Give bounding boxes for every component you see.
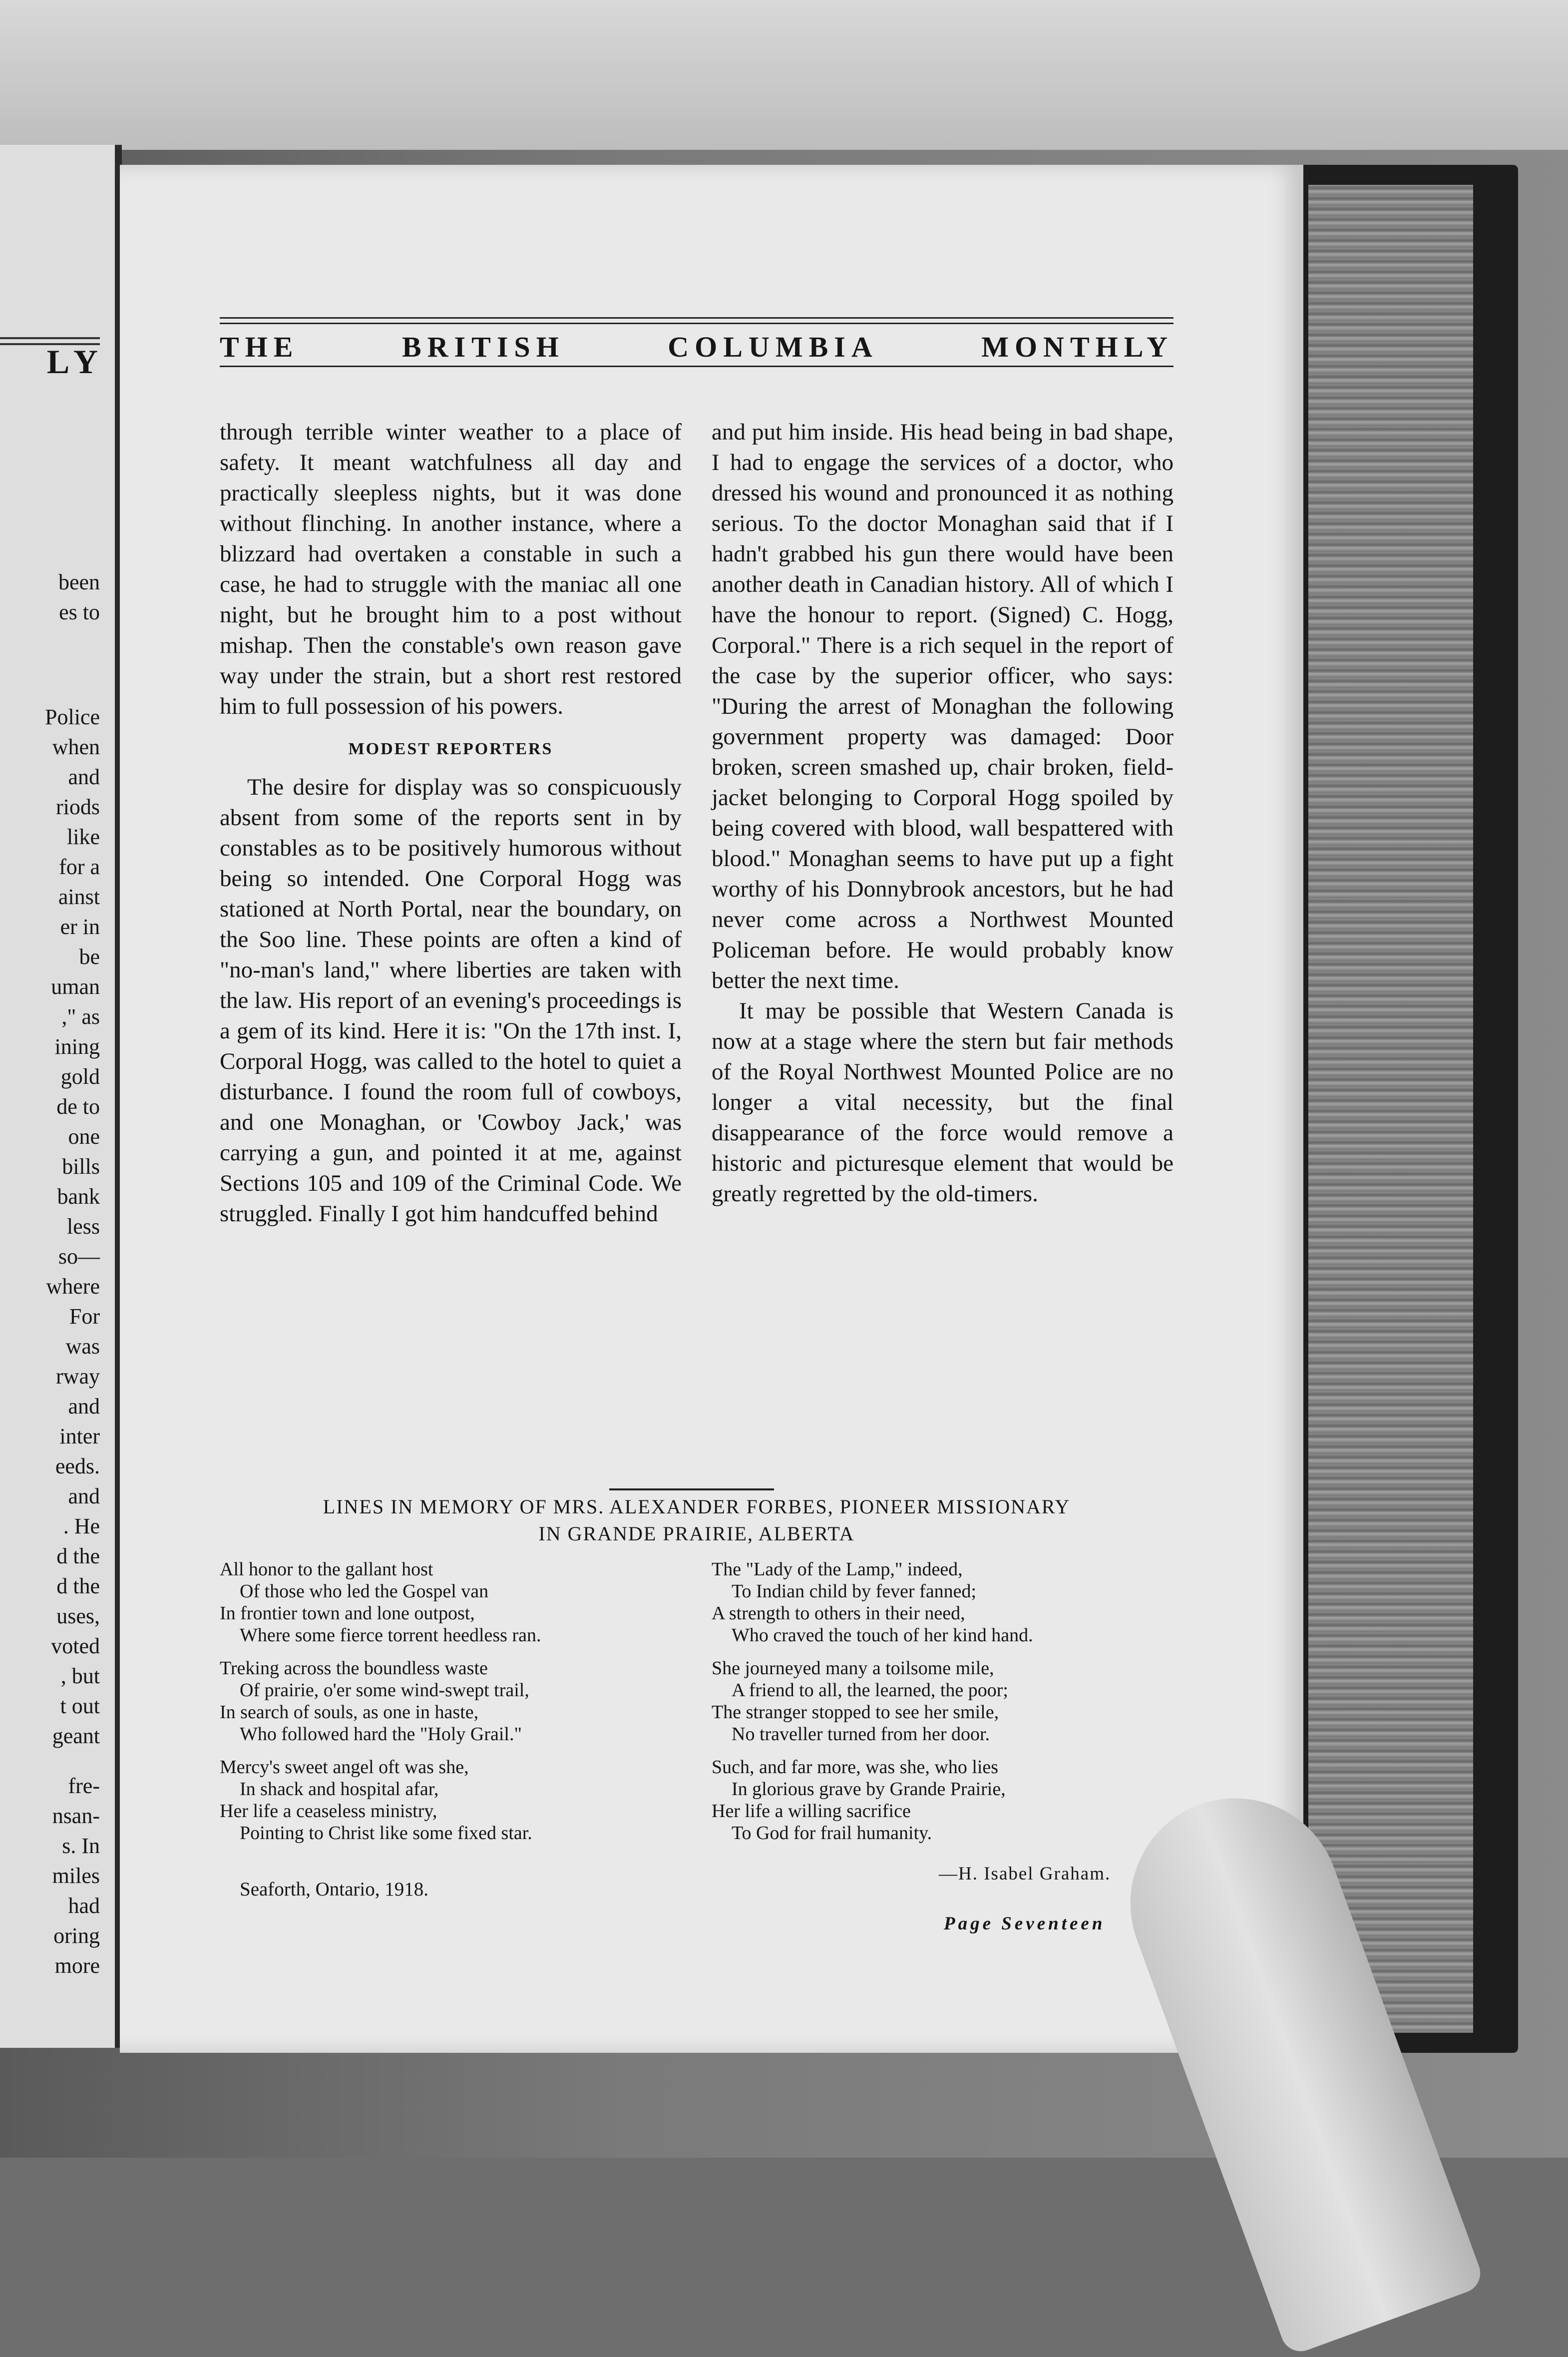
poem-line: No traveller turned from her door. — [732, 1724, 990, 1745]
running-head-rule-bottom — [220, 366, 1174, 367]
left-page-fragment-line: ," as — [61, 1004, 100, 1029]
page-edges — [1308, 185, 1473, 2033]
left-page-fragment-line: less — [67, 1214, 100, 1239]
left-page-fragment-line: fre- — [68, 1774, 100, 1798]
poem-line: Where some fierce torrent heedless ran. — [240, 1625, 541, 1646]
article-paragraph: The desire for display was so conspicuously absent from some of the reports sent in by constables as to be positively humorous without being so intended. One Corporal Hogg was stationed at North Portal, near the boundary, on the Soo line. These points are often a kind of "no-man's land," where liberties are taken with the law. His report of an evening's proceedings is a gem of its kind. Here it is: "On the 17th inst. I, Corporal Hogg, was called to the hotel to quiet a disturbance. I found the room full of cowboys, and one Monaghan, or 'Cowboy Jack,' was carrying a gun, and pointed it at me, against Sections 105 and 109 of the Criminal Code. We struggled. Finally I got him handcuffed behind — [220, 774, 682, 1227]
left-page-fragment — [0, 145, 122, 2048]
left-page-fragment-line: es to — [59, 600, 100, 624]
left-page-fragment-line: and — [68, 1394, 100, 1418]
left-page-fragment-line: where — [46, 1274, 100, 1299]
poem-line: The stranger stopped to see her smile, — [712, 1702, 999, 1723]
left-page-fragment-line: be — [79, 944, 100, 969]
left-page-fragment-line: for a — [59, 855, 100, 879]
title-word-3: COLUMBIA — [668, 331, 878, 363]
left-page-fragment-line: . He — [63, 1514, 100, 1538]
poem-stanza — [712, 1558, 1171, 1646]
left-page-fragment-line: , but — [60, 1664, 100, 1688]
poem-place-date: Seaforth, Ontario, 1918. — [240, 1879, 429, 1900]
left-page-fragment-line: rway — [56, 1364, 100, 1389]
magazine-page — [120, 165, 1303, 2053]
page-folio: Page Seventeen — [944, 1913, 1106, 1934]
left-page-fragment-line: uses, — [56, 1604, 100, 1628]
poem-line: All honor to the gallant host — [220, 1559, 433, 1580]
running-head-rule-top — [220, 317, 1174, 319]
left-page-fragment-line: and — [68, 765, 100, 789]
poem-line: In glorious grave by Grande Prairie, — [732, 1779, 1006, 1800]
left-page-fragment-line: For — [69, 1304, 100, 1329]
poem-line: Treking across the boundless waste — [220, 1658, 488, 1679]
poem-line: In frontier town and lone outpost, — [220, 1603, 475, 1624]
poem-stanza — [220, 1657, 679, 1745]
left-page-fragment-line: been — [58, 570, 100, 594]
left-page-fragment-line: miles — [52, 1864, 100, 1888]
poem-stanza — [220, 1558, 679, 1646]
left-page-fragment-line: eeds. — [55, 1454, 100, 1478]
title-word-4: MONTHLY — [981, 331, 1174, 363]
running-head-rule-top-2 — [220, 323, 1174, 324]
article-paragraph: through terrible winter weather to a place of safety. It meant watchfulness all day and practically sleepless nights, but it was done without flinching. In another instance, where a blizzard had overtaken a constable in such a case, he had to struggle with the maniac all one night, but he brought him to a post without mishap. Then the constable's own reason gave way under the strain, but a short rest restored him to full possession of his powers. — [220, 419, 682, 719]
poem-line: Who followed hard the "Holy Grail." — [240, 1724, 522, 1745]
left-page-fragment-line: s. In — [62, 1834, 100, 1858]
article-left-column — [220, 417, 682, 1229]
left-page-fragment-line: oring — [53, 1923, 100, 1948]
left-page-fragment-line: er in — [60, 915, 100, 939]
left-page-fragment-line: ainst — [58, 885, 100, 909]
left-page-fragment-line: had — [68, 1893, 100, 1918]
left-page-fragment-line: d the — [56, 1544, 100, 1568]
poem-line: A strength to others in their need, — [712, 1603, 965, 1624]
left-page-fragment-line: gold — [60, 1064, 100, 1089]
left-page-fragment-line: inter — [59, 1424, 100, 1448]
tabletop-surface — [0, 0, 1568, 150]
poem-line: To Indian child by fever fanned; — [732, 1581, 977, 1602]
article-paragraph: It may be possible that Western Canada is now at a stage where the stern but fair methods of the Royal Northwest Mounted Police are no longer a vital necessity, but the final disappearance of the force would remove a historic and picturesque element that would be greatly regretted by the old-timers. — [712, 998, 1174, 1207]
left-page-fragment-line: geant — [52, 1724, 100, 1748]
left-page-fragment-line: like — [67, 825, 100, 849]
left-page-fragment-line: and — [68, 1484, 100, 1508]
poem-stanza — [712, 1756, 1171, 1844]
title-word-1: THE — [220, 331, 299, 363]
poem-line: Of those who led the Gospel van — [240, 1581, 489, 1602]
book-binding — [1278, 165, 1518, 2053]
poem-line: In search of souls, as one in haste, — [220, 1702, 479, 1723]
left-page-fragment-line: riods — [56, 795, 100, 819]
poem-right-column — [712, 1558, 1171, 1855]
left-page-fragment-line: so— — [58, 1244, 100, 1269]
poem-line: To God for frail humanity. — [732, 1823, 932, 1844]
left-page-fragment-line: bank — [57, 1184, 100, 1209]
poem-line: Her life a willing sacrifice — [712, 1801, 911, 1822]
poem-line: Such, and far more, was she, who lies — [712, 1757, 999, 1778]
left-page-fragment-line: Police — [45, 705, 100, 729]
left-page-fragment-line: de to — [56, 1094, 100, 1119]
poem-line: The "Lady of the Lamp," indeed, — [712, 1559, 963, 1580]
poem-line: Pointing to Christ like some fixed star. — [240, 1823, 532, 1844]
left-page-fragment-line: one — [68, 1124, 100, 1149]
left-page-running-head: LY — [46, 343, 105, 381]
poem-line: Mercy's sweet angel oft was she, — [220, 1757, 469, 1778]
section-divider — [609, 1488, 774, 1490]
article-paragraph: and put him inside. His head being in bad shape, I had to engage the services of a doctor, who dressed his wound and pronounced it as nothing serious. To the doctor Monaghan said that if I hadn't grabbed his gun there would have been another death in Canadian history. All of which I have the honour to report. (Signed) C. Hogg, Corporal." There is a rich sequel in the report of the case by the superior officer, who says: "During the arrest of Monaghan the following government property was damaged: Door broken, screen smashed up, chair broken, field-jacket belonging to Corporal Hogg spoiled by being covered with blood, wall bespattered with blood." Monaghan seems to have put up a fight worthy of his Donnybrook ancestors, but he had never come across a Northwest Mounted Policeman before. He would probably know better the next time. — [712, 419, 1174, 993]
magazine-title — [220, 328, 1174, 366]
poem-line: Her life a ceaseless ministry, — [220, 1801, 437, 1822]
poem-title-line-1: LINES IN MEMORY OF MRS. ALEXANDER FORBES, PIONEER MISSIONARY — [323, 1495, 1071, 1518]
poem-line: She journeyed many a toilsome mile, — [712, 1658, 994, 1679]
article-right-column — [712, 417, 1174, 1209]
left-page-fragment-line: bills — [62, 1154, 100, 1179]
left-page-fragment-line: when — [52, 735, 100, 759]
left-page-fragment-line: uman — [51, 974, 100, 999]
left-page-fragment-line: was — [65, 1334, 100, 1359]
left-page-fragment-line: d the — [56, 1574, 100, 1598]
running-head — [220, 317, 1174, 371]
left-page-fragment-line: voted — [51, 1634, 100, 1658]
left-page-fragment-line: nsan- — [52, 1804, 100, 1828]
section-subheading: MODEST REPORTERS — [348, 740, 553, 758]
poem-stanza — [712, 1657, 1171, 1745]
poem-line: Who craved the touch of her kind hand. — [732, 1625, 1033, 1646]
poem-author: —H. Isabel Graham. — [939, 1864, 1111, 1884]
left-page-fragment-line: more — [54, 1953, 100, 1978]
poem-stanza — [220, 1756, 679, 1844]
poem-line: In shack and hospital afar, — [240, 1779, 439, 1800]
poem-title-line-2: IN GRANDE PRAIRIE, ALBERTA — [538, 1522, 855, 1545]
left-page-fragment-line: ining — [54, 1034, 100, 1059]
poem-left-column — [220, 1558, 679, 1855]
poem-line: Of prairie, o'er some wind-swept trail, — [240, 1680, 529, 1701]
title-word-2: BRITISH — [401, 331, 565, 363]
left-page-fragment-line: t out — [60, 1694, 100, 1718]
poem-title — [220, 1493, 1174, 1547]
poem-line: A friend to all, the learned, the poor; — [732, 1680, 1008, 1701]
